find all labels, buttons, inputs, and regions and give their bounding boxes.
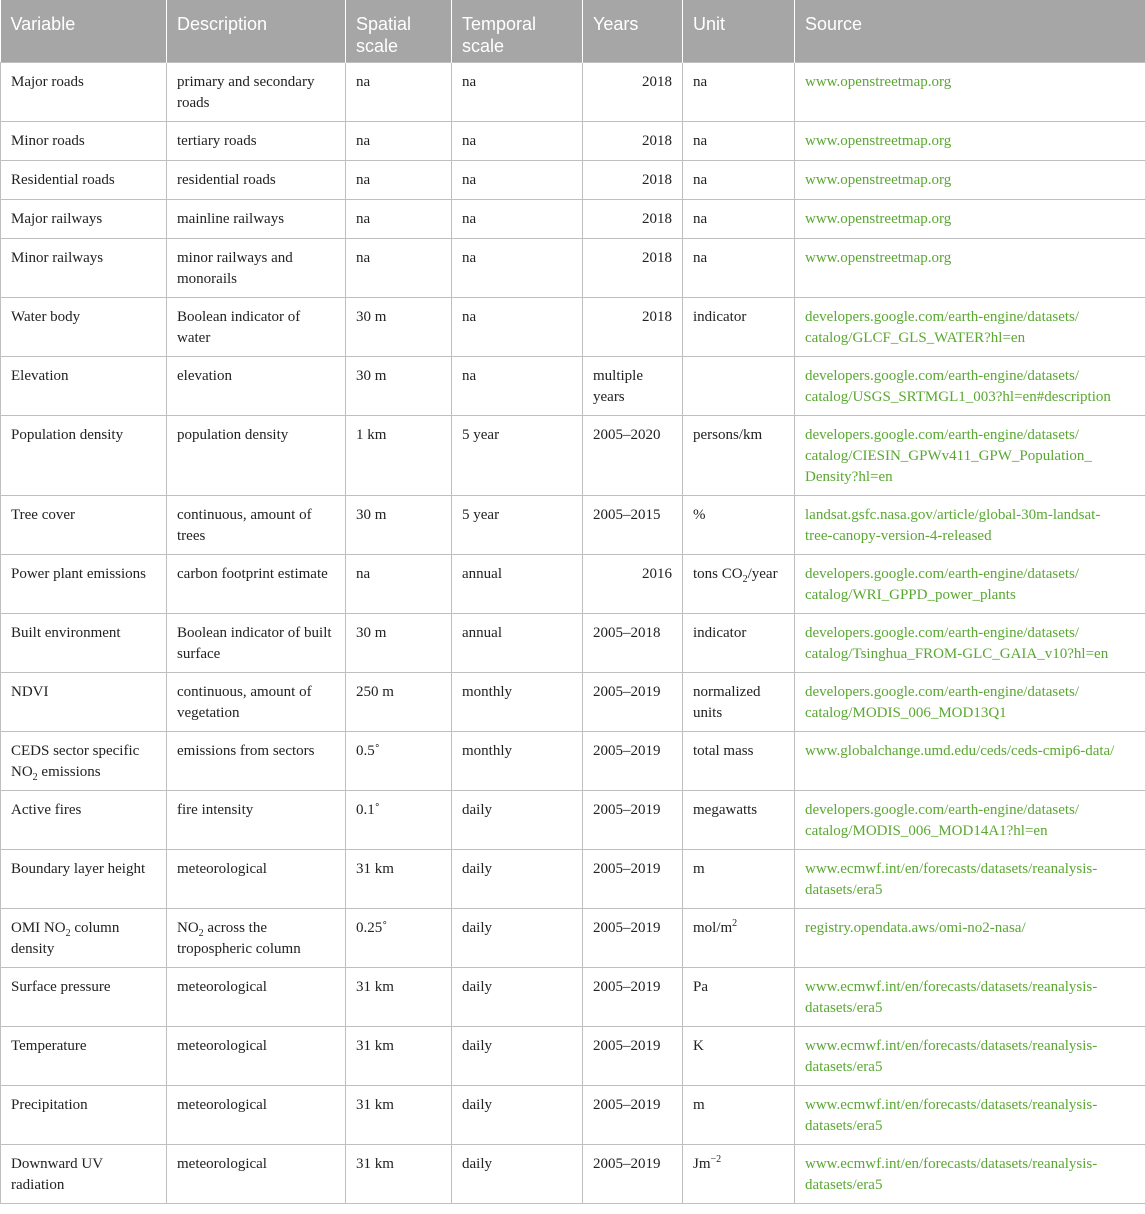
cell-spatial: 0.25˚: [346, 909, 452, 968]
cell-spatial: 0.5˚: [346, 732, 452, 791]
variable-subscript: 2: [65, 928, 71, 939]
header-variable: Variable: [1, 0, 167, 63]
table-row: [1, 357, 1145, 416]
cell-spatial: 30 m: [346, 298, 452, 357]
cell-years: 2005–2019: [583, 732, 683, 791]
header-temporal-scale: Temporal scale: [452, 0, 583, 63]
cell-source-link[interactable]: [795, 200, 1145, 239]
cell-years: 2005–2019: [583, 1086, 683, 1145]
cell-spatial: na: [346, 200, 452, 239]
cell-unit: m: [683, 850, 795, 909]
table-row: [1, 968, 1145, 1027]
cell-variable: Surface pressure: [1, 968, 167, 1027]
table-row: [1, 200, 1145, 239]
table-row: [1, 63, 1145, 122]
cell-spatial: na: [346, 122, 452, 161]
cell-variable: NDVI: [1, 673, 167, 732]
cell-source-link[interactable]: [795, 614, 1145, 673]
source-link-text[interactable]: developers.google.com/earth-engine/datasets/ catalog/MODIS_006_MOD14A1?hl=en: [805, 802, 1080, 839]
cell-unit: na: [683, 239, 795, 298]
source-link-text[interactable]: www.ecmwf.int/en/forecasts/datasets/reanalysis- datasets/era5: [805, 979, 1098, 1016]
cell-source-link[interactable]: [795, 122, 1145, 161]
cell-variable: [1, 732, 167, 791]
cell-spatial: na: [346, 63, 452, 122]
cell-variable: Population density: [1, 416, 167, 496]
source-link-text[interactable]: developers.google.com/earth-engine/datasets/ catalog/Tsinghua_FROM-GLC_GAIA_v10?hl=en: [805, 625, 1109, 662]
table-row: [1, 496, 1145, 555]
table-row: [1, 732, 1145, 791]
source-link-text[interactable]: developers.google.com/earth-engine/datasets/ catalog/CIESIN_GPWv411_GPW_Population_ Density?hl=en: [805, 427, 1092, 485]
source-link-text[interactable]: landsat.gsfc.nasa.gov/article/global-30m-landsat- tree-canopy-version-4-released: [805, 507, 1101, 544]
table-header: [1, 0, 1145, 63]
table-row: [1, 298, 1145, 357]
cell-unit: persons/km: [683, 416, 795, 496]
cell-temporal: daily: [452, 968, 583, 1027]
cell-source-link[interactable]: [795, 673, 1145, 732]
cell-years: 2005–2015: [583, 496, 683, 555]
cell-temporal: daily: [452, 1027, 583, 1086]
cell-temporal: annual: [452, 555, 583, 614]
cell-temporal: 5 year: [452, 416, 583, 496]
cell-spatial: na: [346, 161, 452, 200]
cell-unit: na: [683, 200, 795, 239]
unit-text: Jm: [693, 1156, 711, 1172]
cell-source-link[interactable]: [795, 239, 1145, 298]
cell-temporal: na: [452, 161, 583, 200]
cell-source-link[interactable]: [795, 1145, 1145, 1204]
cell-temporal: na: [452, 298, 583, 357]
table-row: [1, 1145, 1145, 1204]
source-link-text[interactable]: developers.google.com/earth-engine/datasets/ catalog/USGS_SRTMGL1_003?hl=en#description: [805, 368, 1111, 405]
unit-text: tons CO: [693, 566, 743, 582]
header-description: Description: [167, 0, 346, 63]
variable-text: OMI NO: [11, 920, 66, 936]
cell-source-link[interactable]: [795, 161, 1145, 200]
cell-spatial: na: [346, 555, 452, 614]
cell-source-link[interactable]: [795, 732, 1145, 791]
header-years: Years: [583, 0, 683, 63]
unit-superscript: −2: [710, 1154, 722, 1165]
cell-years: 2005–2019: [583, 673, 683, 732]
cell-spatial: 250 m: [346, 673, 452, 732]
cell-years: 2005–2019: [583, 909, 683, 968]
description-text: NO: [177, 920, 199, 936]
cell-description: minor railways and monorails: [167, 239, 346, 298]
cell-spatial: 31 km: [346, 850, 452, 909]
source-link-text[interactable]: www.globalchange.umd.edu/ceds/ceds-cmip6-data/: [805, 743, 1115, 759]
table-row: [1, 909, 1145, 968]
cell-temporal: na: [452, 357, 583, 416]
source-link-text[interactable]: www.ecmwf.int/en/forecasts/datasets/reanalysis- datasets/era5: [805, 1156, 1098, 1193]
cell-temporal: daily: [452, 909, 583, 968]
table-row: [1, 850, 1145, 909]
cell-description: meteorological: [167, 850, 346, 909]
header-spatial-scale: Spatial scale: [346, 0, 452, 63]
cell-description: fire intensity: [167, 791, 346, 850]
table-row: [1, 614, 1145, 673]
source-link-text[interactable]: developers.google.com/earth-engine/datasets/ catalog/MODIS_006_MOD13Q1: [805, 684, 1080, 721]
table-row: [1, 1086, 1145, 1145]
cell-source-link[interactable]: [795, 63, 1145, 122]
cell-temporal: monthly: [452, 673, 583, 732]
table-row: [1, 161, 1145, 200]
cell-source-link[interactable]: [795, 1086, 1145, 1145]
source-link-text[interactable]: www.openstreetmap.org: [805, 133, 952, 149]
cell-years: 2018: [583, 239, 683, 298]
cell-source-link[interactable]: [795, 909, 1145, 968]
cell-unit: megawatts: [683, 791, 795, 850]
table-body: [1, 63, 1145, 1204]
cell-description: Boolean indicator of built surface: [167, 614, 346, 673]
cell-variable: [1, 909, 167, 968]
cell-spatial: na: [346, 239, 452, 298]
cell-source-link[interactable]: [795, 968, 1145, 1027]
cell-variable: Active fires: [1, 791, 167, 850]
cell-description: mainline railways: [167, 200, 346, 239]
cell-source-link[interactable]: [795, 357, 1145, 416]
cell-description: tertiary roads: [167, 122, 346, 161]
cell-temporal: daily: [452, 791, 583, 850]
cell-source-link[interactable]: [795, 416, 1145, 496]
cell-variable: Boundary layer height: [1, 850, 167, 909]
cell-spatial: 30 m: [346, 357, 452, 416]
cell-description: elevation: [167, 357, 346, 416]
cell-years: 2018: [583, 122, 683, 161]
source-link-text[interactable]: developers.google.com/earth-engine/datasets/ catalog/WRI_GPPD_power_plants: [805, 566, 1080, 603]
cell-temporal: daily: [452, 1145, 583, 1204]
cell-description: residential roads: [167, 161, 346, 200]
cell-unit: na: [683, 161, 795, 200]
cell-variable: Elevation: [1, 357, 167, 416]
cell-years: 2005–2019: [583, 850, 683, 909]
cell-spatial: 31 km: [346, 1086, 452, 1145]
cell-description: population density: [167, 416, 346, 496]
description-text-suffix: across the tropospheric column: [177, 920, 301, 957]
cell-source-link[interactable]: [795, 555, 1145, 614]
source-link-text[interactable]: www.ecmwf.int/en/forecasts/datasets/reanalysis- datasets/era5: [805, 1038, 1098, 1075]
source-link-text[interactable]: www.openstreetmap.org: [805, 74, 952, 90]
cell-unit: K: [683, 1027, 795, 1086]
cell-variable: Minor roads: [1, 122, 167, 161]
cell-description: meteorological: [167, 968, 346, 1027]
cell-years: 2016: [583, 555, 683, 614]
cell-unit: total mass: [683, 732, 795, 791]
source-link-text[interactable]: www.ecmwf.int/en/forecasts/datasets/reanalysis- datasets/era5: [805, 861, 1098, 898]
cell-source-link[interactable]: [795, 791, 1145, 850]
cell-years: 2018: [583, 298, 683, 357]
source-link-text[interactable]: www.openstreetmap.org: [805, 250, 952, 266]
source-link-text[interactable]: developers.google.com/earth-engine/datasets/ catalog/GLCF_GLS_WATER?hl=en: [805, 309, 1080, 346]
cell-temporal: na: [452, 122, 583, 161]
cell-spatial: 31 km: [346, 968, 452, 1027]
cell-variable: Major roads: [1, 63, 167, 122]
variable-subscript: 2: [32, 772, 38, 783]
cell-unit: normalized units: [683, 673, 795, 732]
cell-unit: na: [683, 122, 795, 161]
cell-years: 2005–2019: [583, 1145, 683, 1204]
variable-text-suffix: emissions: [37, 764, 101, 780]
table-row: [1, 122, 1145, 161]
table-row: [1, 239, 1145, 298]
unit-superscript: 2: [732, 918, 738, 929]
table-row: [1, 555, 1145, 614]
cell-years: 2018: [583, 161, 683, 200]
cell-variable: Minor railways: [1, 239, 167, 298]
cell-spatial: 31 km: [346, 1145, 452, 1204]
cell-description: emissions from sectors: [167, 732, 346, 791]
cell-description: meteorological: [167, 1027, 346, 1086]
table-row: [1, 791, 1145, 850]
cell-years: 2018: [583, 63, 683, 122]
cell-unit: [683, 1145, 795, 1204]
cell-years: 2005–2019: [583, 791, 683, 850]
cell-unit: %: [683, 496, 795, 555]
cell-unit: [683, 555, 795, 614]
cell-variable: Residential roads: [1, 161, 167, 200]
cell-unit: indicator: [683, 298, 795, 357]
cell-variable: Power plant emissions: [1, 555, 167, 614]
source-link-text[interactable]: registry.opendata.aws/omi-no2-nasa/: [805, 920, 1026, 936]
cell-source-link[interactable]: [795, 298, 1145, 357]
table-row: [1, 416, 1145, 496]
table-row: [1, 673, 1145, 732]
cell-description: carbon footprint estimate: [167, 555, 346, 614]
cell-spatial: 31 km: [346, 1027, 452, 1086]
cell-temporal: daily: [452, 850, 583, 909]
cell-unit: na: [683, 63, 795, 122]
cell-description: meteorological: [167, 1086, 346, 1145]
cell-source-link[interactable]: [795, 496, 1145, 555]
cell-unit: [683, 909, 795, 968]
cell-source-link[interactable]: [795, 1027, 1145, 1086]
cell-variable: Water body: [1, 298, 167, 357]
cell-years: multiple years: [583, 357, 683, 416]
cell-variable: Temperature: [1, 1027, 167, 1086]
cell-description: primary and secondary roads: [167, 63, 346, 122]
cell-years: 2005–2019: [583, 1027, 683, 1086]
variable-text-suffix: column density: [11, 920, 120, 957]
header-source: Source: [795, 0, 1145, 63]
cell-unit: [683, 357, 795, 416]
cell-unit: m: [683, 1086, 795, 1145]
unit-text: mol/m: [693, 920, 733, 936]
cell-description: continuous, amount of trees: [167, 496, 346, 555]
cell-temporal: monthly: [452, 732, 583, 791]
cell-description: continuous, amount of vegetation: [167, 673, 346, 732]
unit-text-suffix: /year: [747, 566, 778, 582]
cell-description: meteorological: [167, 1145, 346, 1204]
cell-variable: Precipitation: [1, 1086, 167, 1145]
cell-temporal: na: [452, 63, 583, 122]
source-link-text[interactable]: www.openstreetmap.org: [805, 211, 952, 227]
cell-temporal: annual: [452, 614, 583, 673]
cell-years: 2005–2019: [583, 968, 683, 1027]
cell-variable: Built environment: [1, 614, 167, 673]
cell-years: 2005–2018: [583, 614, 683, 673]
cell-spatial: 1 km: [346, 416, 452, 496]
table-row: [1, 1027, 1145, 1086]
cell-unit: indicator: [683, 614, 795, 673]
cell-temporal: na: [452, 200, 583, 239]
cell-description: [167, 909, 346, 968]
cell-variable: Major railways: [1, 200, 167, 239]
cell-unit: Pa: [683, 968, 795, 1027]
cell-spatial: 0.1˚: [346, 791, 452, 850]
cell-spatial: 30 m: [346, 496, 452, 555]
header-unit: Unit: [683, 0, 795, 63]
variable-text: CEDS sector specific NO: [11, 743, 140, 780]
cell-temporal: na: [452, 239, 583, 298]
cell-variable: Downward UV radiation: [1, 1145, 167, 1204]
cell-years: 2005–2020: [583, 416, 683, 496]
source-link-text[interactable]: www.openstreetmap.org: [805, 172, 952, 188]
cell-description: Boolean indicator of water: [167, 298, 346, 357]
cell-source-link[interactable]: [795, 850, 1145, 909]
description-subscript: 2: [198, 928, 204, 939]
source-link-text[interactable]: www.ecmwf.int/en/forecasts/datasets/reanalysis- datasets/era5: [805, 1097, 1098, 1134]
cell-years: 2018: [583, 200, 683, 239]
unit-subscript: 2: [742, 574, 748, 585]
cell-temporal: 5 year: [452, 496, 583, 555]
cell-temporal: daily: [452, 1086, 583, 1145]
cell-spatial: 30 m: [346, 614, 452, 673]
cell-variable: Tree cover: [1, 496, 167, 555]
